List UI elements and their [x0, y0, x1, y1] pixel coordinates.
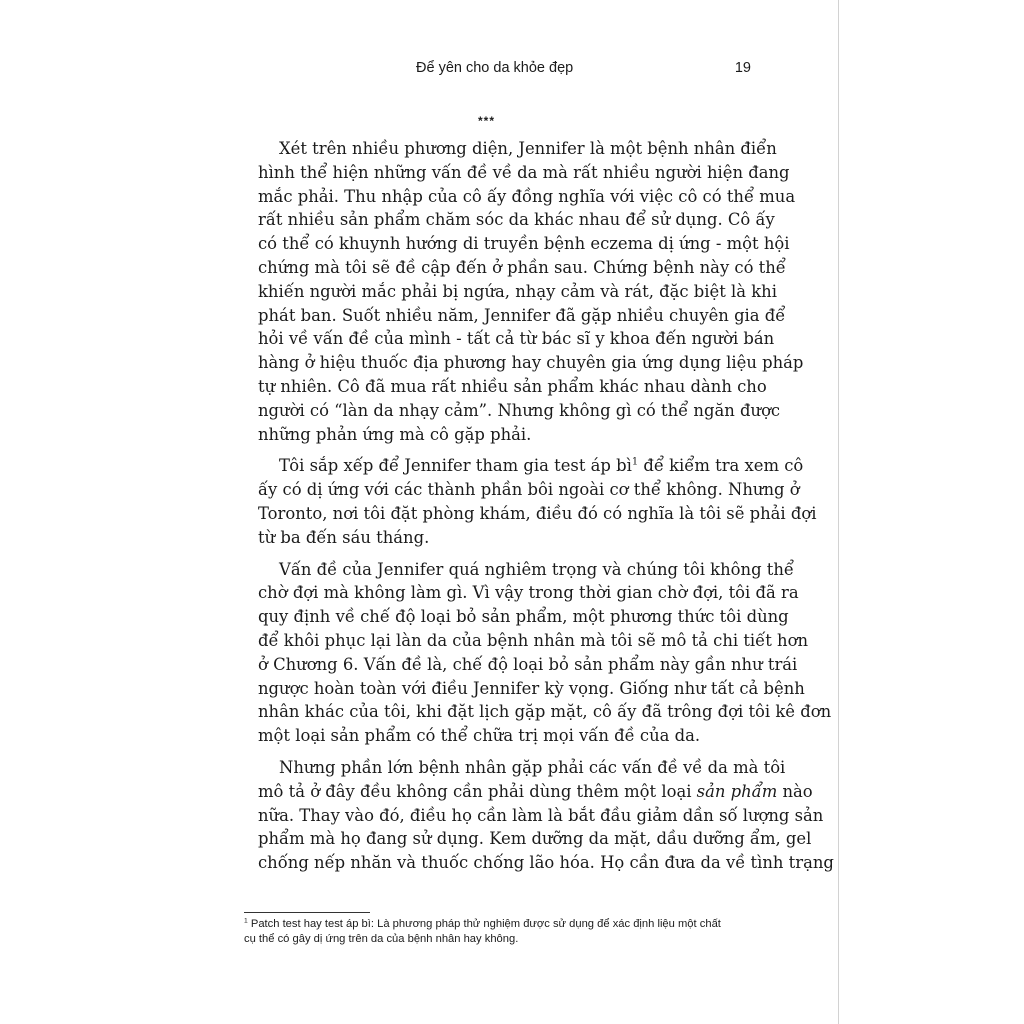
emphasized-term: sản phẩm — [696, 781, 778, 801]
page-edge-line — [838, 0, 839, 1024]
text-line: chờ đợi mà không làm gì. Vì vậy trong thời gian chờ đợi, tôi đã ra — [258, 583, 799, 603]
text-run: mô tả ở đây đều không cần phải dùng thêm một loại — [258, 781, 697, 801]
section-ornament: *** — [478, 114, 496, 128]
text-line: Toronto, nơi tôi đặt phòng khám, điều đó có nghĩa là tôi sẽ phải đợi — [258, 503, 817, 523]
text-line: phẩm mà họ đang sử dụng. Kem dưỡng da mặt, dầu dưỡng ẩm, gel — [258, 829, 812, 849]
paragraph-2 — [258, 454, 817, 549]
footnote-line — [244, 917, 772, 932]
running-title: Để yên cho da khỏe đẹp — [416, 60, 574, 76]
footnote-line: cụ thể có gây dị ứng trên da của bệnh nhân hay không. — [244, 933, 519, 945]
text-line: có thể có khuynh hướng di truyền bệnh eczema dị ứng - một hội — [258, 234, 790, 254]
text-line: ngược hoàn toàn với điều Jennifer kỳ vọng. Giống như tất cả bệnh — [258, 678, 805, 698]
running-header — [416, 60, 751, 84]
text-run: nào — [777, 781, 813, 801]
text-line — [258, 454, 804, 478]
text-run: Tôi sắp xếp để Jennifer tham gia test áp bì — [279, 456, 632, 476]
text-line: hàng ở hiệu thuốc địa phương hay chuyên gia ứng dụng liệu pháp — [258, 353, 804, 373]
text-line: người có “làn da nhạy cảm”. Nhưng không gì có thể ngăn được — [258, 400, 781, 420]
paragraph-3 — [258, 558, 832, 748]
text-line: chống nếp nhăn và thuốc chống lão hóa. Họ cần đưa da về tình trạng — [258, 853, 834, 873]
body-text — [258, 137, 834, 875]
paragraph-1 — [258, 137, 804, 446]
text-line: Xét trên nhiều phương diện, Jennifer là một bệnh nhân điển — [279, 139, 777, 158]
text-line: mắc phải. Thu nhập của cô ấy đồng nghĩa với việc cô có thể mua — [258, 186, 796, 206]
text-run: để kiểm tra xem cô — [638, 456, 804, 476]
text-line: hình thể hiện những vấn đề về da mà rất nhiều người hiện đang — [258, 162, 790, 182]
footnote — [244, 917, 772, 947]
text-line: tự nhiên. Cô đã mua rất nhiều sản phẩm khác nhau dành cho — [258, 376, 767, 396]
text-line: một loại sản phẩm có thể chữa trị mọi vấn đề của da. — [258, 726, 701, 746]
text-line: khiến người mắc phải bị ngứa, nhạy cảm và rát, đặc biệt là khi — [258, 281, 777, 301]
text-line: nhân khác của tôi, khi đặt lịch gặp mặt, cô ấy đã trông đợi tôi kê đơn — [258, 702, 832, 722]
page-number: 19 — [734, 60, 751, 76]
text-line: ở Chương 6. Vấn đề là, chế độ loại bỏ sản phẩm này gần như trái — [258, 654, 798, 674]
text-line: chứng mà tôi sẽ đề cập đến ở phần sau. Chứng bệnh này có thể — [258, 257, 786, 277]
text-line: để khôi phục lại làn da của bệnh nhân mà tôi sẽ mô tả chi tiết hơn — [258, 630, 809, 650]
text-line — [258, 780, 813, 804]
text-line: nữa. Thay vào đó, điều họ cần làm là bắt đầu giảm dần số lượng sản — [258, 805, 824, 825]
text-line: những phản ứng mà cô gặp phải. — [258, 424, 532, 444]
footnote-divider — [244, 912, 370, 913]
paragraph-4 — [258, 756, 834, 875]
text-line: Nhưng phần lớn bệnh nhân gặp phải các vấn đề về da mà tôi — [279, 757, 786, 777]
footnote-text: Patch test hay test áp bì: Là phương pháp thử nghiệm được sử dụng để xác định liệu một chất — [250, 918, 721, 930]
footnote-marker: 1 — [244, 917, 248, 925]
text-line: phát ban. Suốt nhiều năm, Jennifer đã gặp nhiều chuyên gia để — [258, 305, 786, 325]
text-line: từ ba đến sáu tháng. — [258, 527, 430, 547]
text-line: quy định về chế độ loại bỏ sản phẩm, một phương thức tôi dùng — [258, 607, 789, 627]
footnote-reference: 1 — [631, 456, 639, 468]
text-line: hỏi về vấn đề của mình - tất cả từ bác sĩ y khoa đến người bán — [258, 329, 775, 349]
text-line: rất nhiều sản phẩm chăm sóc da khác nhau để sử dụng. Cô ấy — [258, 210, 775, 230]
text-line: Vấn đề của Jennifer quá nghiêm trọng và chúng tôi không thể — [279, 559, 795, 579]
text-line: ấy có dị ứng với các thành phần bôi ngoài cơ thể không. Nhưng ở — [258, 480, 800, 500]
